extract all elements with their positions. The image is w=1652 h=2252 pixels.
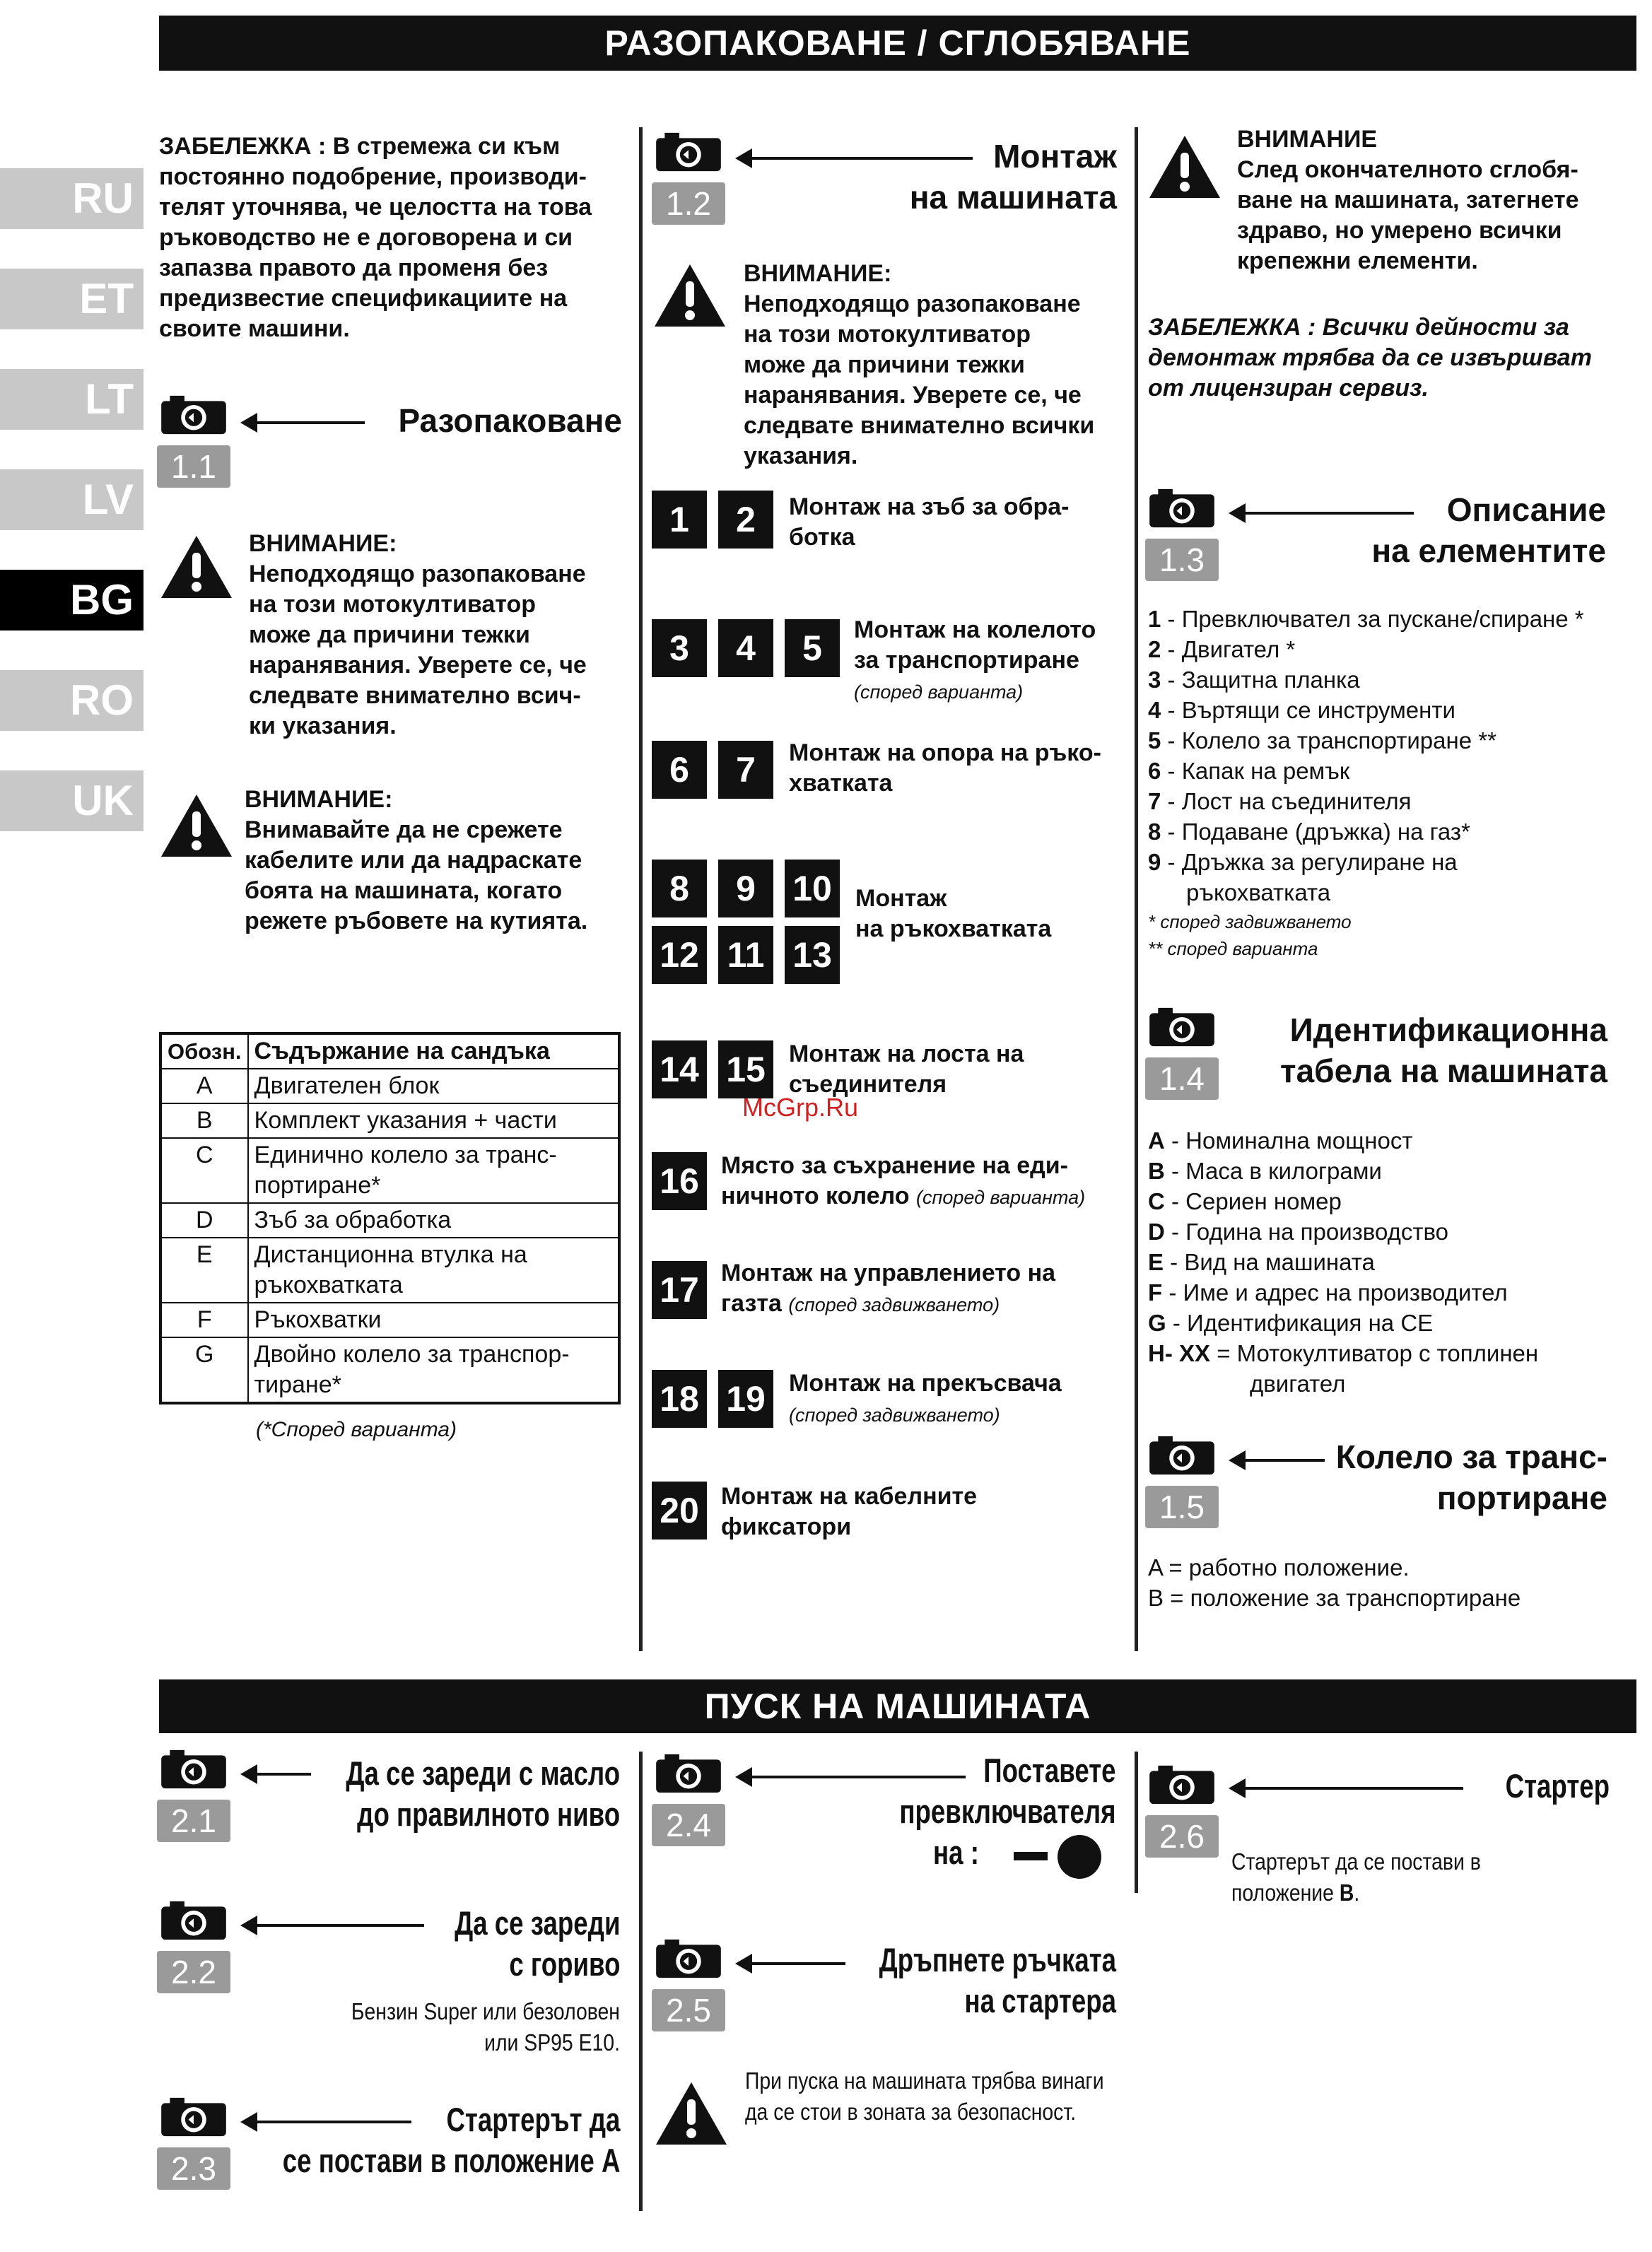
- step-badge: 11: [718, 926, 773, 984]
- footnote: ** според варианта: [1148, 938, 1318, 959]
- table-header-row: [160, 1033, 619, 1069]
- step-badge: 7: [718, 741, 773, 799]
- list-item: 5 - Колело за транспортиране **: [1148, 727, 1496, 753]
- arrow-icon: [1233, 1787, 1463, 1790]
- warning-icon: [653, 263, 727, 328]
- step-badge: 14: [652, 1040, 707, 1098]
- step-badge: 12: [652, 926, 707, 984]
- step-title: Колело за транс- портиране: [1335, 1438, 1607, 1516]
- start-warning-text: При пуска на машината трябва винаги да се стои в зоната за безопасност.: [745, 2068, 1104, 2125]
- camera-step-2-4: [652, 1753, 728, 1843]
- step-desc: Място за съхранение на еди- ничното колело (според варианта): [721, 1152, 1086, 1209]
- list-item: двигател: [1250, 1371, 1346, 1397]
- step-title: Да се зареди с масло до правилното ниво: [346, 1754, 620, 1833]
- step-number: 1.5: [1145, 1486, 1219, 1528]
- list-item: 1 - Превключвател за пускане/спиране *: [1148, 606, 1584, 632]
- camera-step-2-6: [1145, 1764, 1222, 1855]
- arrow-icon: [739, 1962, 845, 1965]
- list-item: F - Име и адрес на производител: [1148, 1279, 1508, 1306]
- camera-icon: [652, 131, 725, 172]
- step-desc: Монтаж на опора на ръко- хватката: [789, 739, 1101, 797]
- camera-step-2-1: [157, 1749, 233, 1839]
- warning-icon: [160, 534, 233, 599]
- list-item: 3 - Защитна планка: [1148, 667, 1360, 693]
- step-badge: 6: [652, 741, 707, 799]
- table-row: C Единично колело за транс- портиране*: [160, 1138, 619, 1203]
- step-title: Стартерът да се постави в положение A: [282, 2101, 620, 2179]
- step-badge: 16: [652, 1152, 707, 1210]
- camera-icon: [157, 1749, 230, 1790]
- plate-list: [1148, 1125, 1615, 1399]
- step-number: 1.2: [652, 182, 725, 225]
- table-row: F Ръкохватки: [160, 1303, 619, 1337]
- warning-text-1: ВНИМАНИЕ: Неподходящо разопаковане на този мотокултиватор може да причини тежки наранявания. Уверете се, че следвате внимателно всич- ки указания.: [249, 530, 587, 739]
- step-badge: 15: [718, 1040, 773, 1098]
- step-desc: Монтаж на лоста на съединителя: [789, 1040, 1024, 1098]
- list-item: 8 - Подаване (дръжка) на газ*: [1148, 819, 1470, 845]
- camera-icon: [1145, 1435, 1219, 1476]
- step-number: 2.5: [652, 1989, 725, 2031]
- step-desc: Монтаж на управлението на газта (според задвижването): [721, 1260, 1056, 1317]
- step-badge: 18: [652, 1370, 707, 1428]
- camera-icon: [652, 1753, 725, 1794]
- step-title: Монтаж на машината: [909, 138, 1117, 216]
- camera-icon: [157, 1900, 230, 1941]
- step-badge: 4: [718, 619, 773, 677]
- table-row: G Двойно колело за транспор- тиране*: [160, 1337, 619, 1403]
- list-item: 4 - Въртящи се инструменти: [1148, 697, 1455, 723]
- camera-step-1-2: [652, 131, 728, 222]
- camera-icon: [1145, 1764, 1219, 1805]
- list-item: C - Сериен номер: [1148, 1188, 1342, 1214]
- step-desc: Монтаж на прекъсвача (според задвижването): [789, 1370, 1062, 1426]
- transport-positions: A = работно положение. B = положение за транспортиране: [1148, 1554, 1521, 1611]
- arrow-icon: [245, 1924, 424, 1927]
- lang-tab-bg[interactable]: BG: [0, 570, 143, 631]
- table-row: B Комплект указания + части: [160, 1103, 619, 1138]
- list-item: E - Вид на машината: [1148, 1249, 1375, 1275]
- step-number: 2.6: [1145, 1815, 1219, 1858]
- switch-on-icon: [1058, 1835, 1101, 1879]
- lang-tab-uk[interactable]: UK: [0, 770, 143, 831]
- lang-tab-et[interactable]: ET: [0, 269, 143, 329]
- list-item: A - Номинална мощност: [1148, 1127, 1413, 1154]
- watermark: McGrp.Ru: [742, 1093, 859, 1122]
- fuel-note: Бензин Super или безоловен или SP95 E10.: [351, 1998, 620, 2055]
- table-header: Съдържание на сандъка: [248, 1033, 619, 1069]
- section-header-start: ПУСК НА МАШИНАТА: [159, 1679, 1636, 1733]
- step-badge: 9: [718, 860, 773, 917]
- note-text: ЗАБЕЛЕЖКА : В стремежа си към постоянно подобрение, производи- телят уточнява, че целостта на това ръководство не е договорена и си запазва правото да променя без предизвестие спецификациите на своите машини.: [159, 133, 592, 342]
- list-item: H- XX = Мотокултиватор с топлинен: [1148, 1340, 1539, 1366]
- warning-text-col3: ВНИМАНИЕ След окончателното сглобя- ване на машината, затегнете здраво, но умерено всички крепежни елементи.: [1237, 126, 1579, 274]
- step-desc: Монтаж на колелото за транспортиране (според варианта): [854, 616, 1096, 703]
- camera-icon: [157, 394, 230, 435]
- step-badge: 1: [652, 491, 707, 549]
- camera-step-1-3: [1145, 488, 1222, 578]
- step-number: 2.1: [157, 1800, 230, 1842]
- warning-icon: [655, 2081, 728, 2146]
- step-title: Описание на елементите: [1371, 491, 1606, 569]
- step-number: 1.3: [1145, 539, 1219, 581]
- step-title: Поставете превключвателя: [899, 1752, 1116, 1830]
- step-number: 2.4: [652, 1804, 725, 1846]
- table-row: E Дистанционна втулка на ръкохватката: [160, 1238, 619, 1303]
- list-item: 9 - Дръжка за регулиране на: [1148, 849, 1458, 875]
- column-divider-2: [1135, 127, 1138, 1651]
- column-divider-3: [639, 1752, 643, 2211]
- column-divider-1: [639, 127, 643, 1651]
- step-badge: 17: [652, 1261, 707, 1319]
- table-row: A Двигателен блок: [160, 1069, 619, 1103]
- step-number: 2.2: [157, 1951, 230, 1993]
- step-badge: 13: [785, 926, 840, 984]
- warning-text-2: ВНИМАНИЕ: Внимавайте да не срежете кабелите или да надраскате боята на машината, когато режете ръбовете на кутията.: [245, 786, 588, 934]
- camera-step-2-3: [157, 2096, 233, 2187]
- lang-tab-ro[interactable]: RO: [0, 670, 143, 731]
- step-badge: 20: [652, 1482, 707, 1540]
- camera-icon: [1145, 488, 1219, 529]
- list-item: D - Година на производство: [1148, 1219, 1448, 1245]
- camera-step-1-1: [157, 394, 233, 485]
- box-contents-table: [159, 1032, 621, 1404]
- warning-icon: [1148, 134, 1222, 199]
- camera-step-2-5: [652, 1938, 728, 2029]
- note-text-col3: ЗАБЕЛЕЖКА : Всички дейности за демонтаж трябва да се извършват от лицензиран сервиз.: [1148, 314, 1592, 401]
- step-desc: Монтаж на кабелните фиксатори: [721, 1483, 978, 1540]
- step-title: Стартер: [1505, 1767, 1610, 1805]
- step-desc: Монтаж на зъб за обра- ботка: [789, 493, 1070, 551]
- elements-list: [1148, 604, 1615, 961]
- step-title: Дръпнете ръчката на стартера: [879, 1941, 1116, 2019]
- footnote: * според задвижването: [1148, 911, 1352, 932]
- warning-icon: [160, 793, 233, 858]
- list-item: ръкохватката: [1186, 879, 1331, 905]
- step-badge: 5: [785, 619, 840, 677]
- list-item: G - Идентификация на CE: [1148, 1310, 1434, 1336]
- starter-note: Стартерът да се постави в положение B.: [1231, 1848, 1481, 1906]
- warning-text-col2: ВНИМАНИЕ: Неподходящо разопаковане на този мотокултиватор може да причини тежки наранявания. Уверете се, че следвате внимателно всички указания.: [744, 260, 1095, 469]
- camera-step-1-4: [1145, 1007, 1222, 1097]
- step-number: 1.4: [1145, 1057, 1219, 1100]
- column-divider-4: [1135, 1752, 1138, 1893]
- step-badge: 19: [718, 1370, 773, 1428]
- camera-icon: [157, 2096, 230, 2137]
- step-desc: Монтаж на ръкохватката: [855, 885, 1052, 942]
- lang-tab-lv[interactable]: LV: [0, 469, 143, 530]
- camera-step-2-2: [157, 1900, 233, 1990]
- lang-tab-ru[interactable]: RU: [0, 168, 143, 229]
- arrow-icon: [245, 1773, 311, 1776]
- section-header-unpacking: РАЗОПАКОВАНЕ / СГЛОБЯВАНЕ: [159, 16, 1636, 71]
- table-footnote: (*Според варианта): [256, 1418, 457, 1441]
- step-badge: 10: [785, 860, 840, 917]
- switch-off-icon: [1014, 1852, 1048, 1860]
- arrow-icon: [245, 421, 365, 424]
- table-header: Обозн.: [160, 1033, 248, 1069]
- step-badge: 3: [652, 619, 707, 677]
- step-badge: 8: [652, 860, 707, 917]
- list-item: 6 - Капак на ремък: [1148, 758, 1350, 784]
- list-item: B - Маса в килограми: [1148, 1158, 1382, 1184]
- camera-icon: [652, 1938, 725, 1979]
- camera-step-1-5: [1145, 1435, 1222, 1525]
- step-number: 1.1: [157, 445, 230, 488]
- camera-icon: [1145, 1007, 1219, 1048]
- step-title: Идентификационна табела на машината: [1280, 1011, 1607, 1089]
- step-title: Разопаковане: [398, 402, 622, 439]
- list-item: 2 - Двигател *: [1148, 636, 1296, 662]
- step-title: Да се зареди с гориво: [454, 1904, 620, 1983]
- step-badge: 2: [718, 491, 773, 549]
- list-item: 7 - Лост на съединителя: [1148, 788, 1412, 814]
- step-title: на :: [933, 1834, 979, 1871]
- lang-tab-lt[interactable]: LT: [0, 369, 143, 430]
- step-number: 2.3: [157, 2147, 230, 2190]
- table-row: D Зъб за обработка: [160, 1203, 619, 1238]
